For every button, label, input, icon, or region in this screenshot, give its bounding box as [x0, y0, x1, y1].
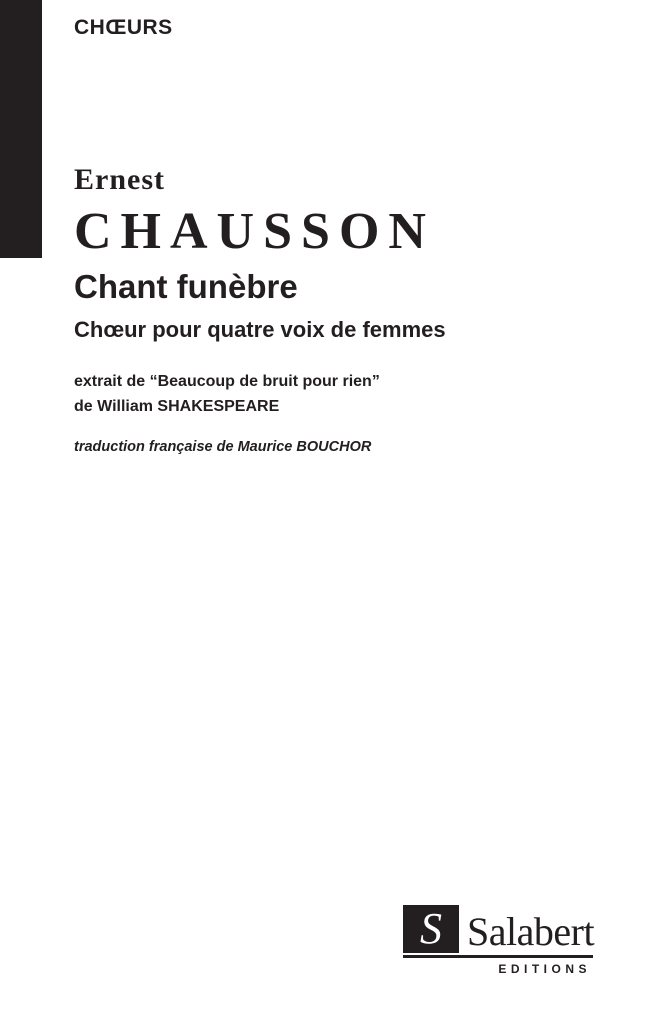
source-line-1: extrait de “Beaucoup de bruit pour rien” — [74, 373, 380, 390]
decorative-black-bar — [0, 0, 42, 258]
source-line-2: de William SHAKESPEARE — [74, 397, 280, 415]
translation-credit: traduction française de Maurice BOUCHOR — [74, 439, 372, 455]
composer-last-name: CHAUSSON — [74, 203, 435, 260]
cover-content — [74, 0, 662, 1024]
publisher-name: Salabert — [467, 909, 595, 954]
work-subtitle: Chœur pour quatre voix de femmes — [74, 317, 446, 342]
source-credit — [74, 370, 380, 420]
salabert-s-letter: S — [420, 904, 442, 953]
series-label: CHŒURS — [74, 16, 173, 39]
work-title: Chant funèbre — [74, 268, 298, 305]
salabert-s-mark-icon — [403, 905, 459, 953]
publisher-logo — [403, 905, 593, 976]
publisher-logo-row — [403, 905, 593, 953]
composer-first-name: Ernest — [74, 163, 165, 196]
publisher-rule — [403, 955, 593, 958]
publisher-subtitle: EDITIONS — [498, 962, 591, 976]
